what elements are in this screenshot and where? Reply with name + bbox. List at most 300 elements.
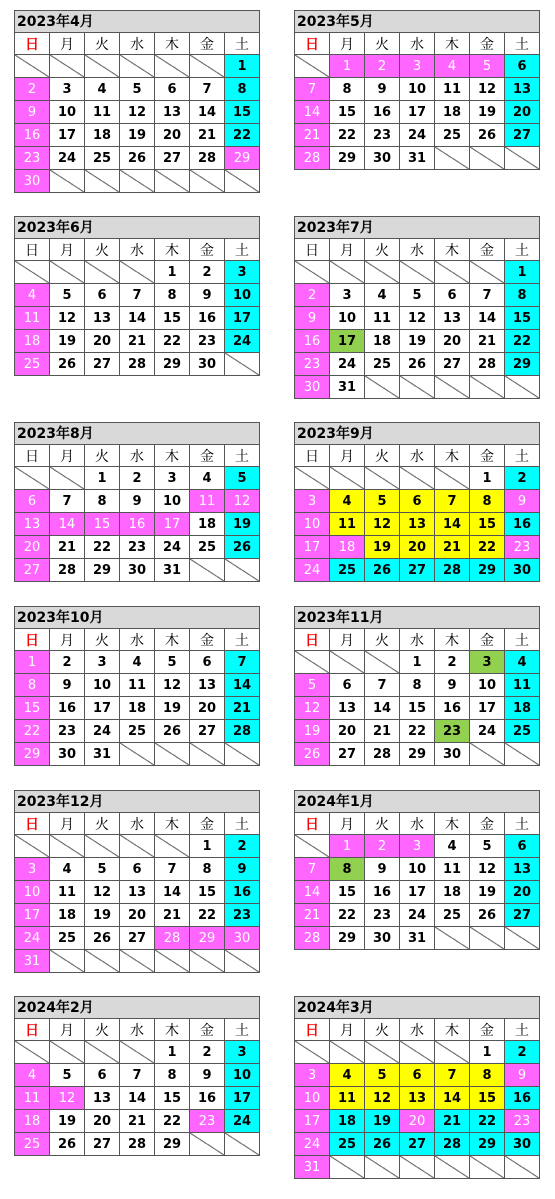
weekday-header: 土	[225, 33, 260, 55]
empty-day-cell	[400, 376, 435, 399]
day-cell: 14	[295, 881, 330, 904]
day-cell: 16	[505, 1087, 540, 1110]
day-cell: 30	[295, 376, 330, 399]
empty-day-cell	[365, 1156, 400, 1179]
day-cell: 22	[155, 1110, 190, 1133]
weekday-header: 水	[400, 33, 435, 55]
week-row	[295, 743, 540, 766]
month-title: 2023年5月	[294, 10, 540, 32]
day-cell: 8	[190, 858, 225, 881]
empty-day-cell	[120, 261, 155, 284]
week-row	[15, 743, 260, 766]
day-cell: 18	[330, 536, 365, 559]
weekday-header: 金	[470, 1019, 505, 1041]
weekday-header: 火	[85, 1019, 120, 1041]
day-cell: 6	[120, 858, 155, 881]
day-cell: 10	[400, 78, 435, 101]
day-cell: 16	[190, 1087, 225, 1110]
empty-day-cell	[50, 261, 85, 284]
day-cell: 26	[365, 559, 400, 582]
weekday-header-row	[295, 629, 540, 651]
day-cell: 15	[330, 101, 365, 124]
day-cell: 24	[155, 536, 190, 559]
day-cell: 1	[15, 651, 50, 674]
day-cell: 5	[85, 858, 120, 881]
day-cell: 24	[330, 353, 365, 376]
empty-day-cell	[120, 55, 155, 78]
day-cell: 18	[330, 1110, 365, 1133]
day-cell: 26	[50, 353, 85, 376]
day-cell: 25	[120, 720, 155, 743]
day-cell: 24	[225, 330, 260, 353]
day-cell: 8	[400, 674, 435, 697]
week-row	[15, 1064, 260, 1087]
day-cell: 14	[365, 697, 400, 720]
day-cell: 5	[155, 651, 190, 674]
day-cell: 25	[365, 353, 400, 376]
weekday-header-row	[295, 813, 540, 835]
day-cell: 9	[190, 284, 225, 307]
month-title: 2023年8月	[14, 422, 260, 444]
empty-day-cell	[190, 950, 225, 973]
day-cell: 29	[155, 353, 190, 376]
week-row	[295, 307, 540, 330]
week-row	[15, 927, 260, 950]
day-cell: 2	[505, 1041, 540, 1064]
empty-day-cell	[190, 559, 225, 582]
day-cell: 9	[295, 307, 330, 330]
weekday-header: 金	[470, 445, 505, 467]
empty-day-cell	[365, 467, 400, 490]
day-cell: 27	[85, 1133, 120, 1156]
week-row	[15, 101, 260, 124]
empty-day-cell	[400, 467, 435, 490]
day-cell: 19	[50, 1110, 85, 1133]
day-cell: 4	[435, 55, 470, 78]
day-cell: 22	[190, 904, 225, 927]
weekday-header: 水	[120, 445, 155, 467]
empty-day-cell	[295, 261, 330, 284]
week-row	[295, 147, 540, 170]
day-cell: 14	[435, 1087, 470, 1110]
day-cell: 26	[470, 124, 505, 147]
week-row	[295, 1133, 540, 1156]
empty-day-cell	[155, 835, 190, 858]
week-row	[295, 904, 540, 927]
day-cell: 17	[225, 1087, 260, 1110]
day-cell: 23	[295, 353, 330, 376]
weekday-header: 日	[15, 445, 50, 467]
day-cell: 8	[225, 78, 260, 101]
month-calendar	[294, 996, 540, 1179]
day-cell: 29	[400, 743, 435, 766]
day-cell: 4	[505, 651, 540, 674]
weekday-header: 土	[225, 239, 260, 261]
day-cell: 8	[15, 674, 50, 697]
day-cell: 5	[400, 284, 435, 307]
weekday-header: 月	[330, 445, 365, 467]
weekday-header: 火	[365, 629, 400, 651]
empty-day-cell	[330, 1156, 365, 1179]
day-cell: 6	[85, 284, 120, 307]
day-cell: 26	[295, 743, 330, 766]
empty-day-cell	[225, 1133, 260, 1156]
weekday-header: 水	[400, 813, 435, 835]
day-cell: 24	[85, 720, 120, 743]
weekday-header: 木	[435, 1019, 470, 1041]
empty-day-cell	[295, 467, 330, 490]
day-cell: 6	[505, 55, 540, 78]
week-row	[295, 536, 540, 559]
month-calendar	[14, 996, 260, 1156]
day-cell: 8	[470, 1064, 505, 1087]
day-cell: 15	[470, 1087, 505, 1110]
day-cell: 19	[295, 720, 330, 743]
day-cell: 20	[505, 881, 540, 904]
day-cell: 13	[400, 1087, 435, 1110]
day-cell: 13	[155, 101, 190, 124]
day-cell: 13	[505, 858, 540, 881]
day-cell: 11	[190, 490, 225, 513]
day-cell: 27	[190, 720, 225, 743]
day-cell: 29	[470, 1133, 505, 1156]
day-cell: 21	[225, 697, 260, 720]
day-cell: 7	[435, 1064, 470, 1087]
day-cell: 25	[85, 147, 120, 170]
empty-day-cell	[50, 467, 85, 490]
weekday-header: 火	[85, 813, 120, 835]
empty-day-cell	[155, 950, 190, 973]
day-cell: 21	[295, 904, 330, 927]
day-cell: 22	[505, 330, 540, 353]
empty-day-cell	[120, 743, 155, 766]
empty-day-cell	[155, 743, 190, 766]
empty-day-cell	[505, 1156, 540, 1179]
day-cell: 4	[365, 284, 400, 307]
day-cell: 26	[155, 720, 190, 743]
empty-day-cell	[505, 927, 540, 950]
day-cell: 25	[330, 559, 365, 582]
day-cell: 26	[225, 536, 260, 559]
day-cell: 22	[330, 904, 365, 927]
day-cell: 5	[225, 467, 260, 490]
day-cell: 10	[85, 674, 120, 697]
weekday-header: 月	[50, 813, 85, 835]
day-cell: 21	[50, 536, 85, 559]
weekday-header: 日	[295, 239, 330, 261]
day-cell: 19	[365, 536, 400, 559]
day-cell: 2	[120, 467, 155, 490]
empty-day-cell	[85, 950, 120, 973]
day-cell: 5	[365, 1064, 400, 1087]
day-cell: 15	[505, 307, 540, 330]
empty-day-cell	[155, 170, 190, 193]
week-row	[295, 881, 540, 904]
month-calendar	[294, 790, 540, 950]
day-cell: 24	[225, 1110, 260, 1133]
day-cell: 21	[120, 330, 155, 353]
weekday-header: 月	[330, 629, 365, 651]
day-cell: 2	[225, 835, 260, 858]
day-cell: 21	[120, 1110, 155, 1133]
day-cell: 29	[85, 559, 120, 582]
empty-day-cell	[435, 927, 470, 950]
day-cell: 29	[225, 147, 260, 170]
month-table	[294, 812, 540, 950]
weekday-header: 木	[435, 629, 470, 651]
weekday-header: 月	[330, 1019, 365, 1041]
day-cell: 8	[505, 284, 540, 307]
day-cell: 17	[470, 697, 505, 720]
day-cell: 21	[190, 124, 225, 147]
day-cell: 20	[155, 124, 190, 147]
day-cell: 19	[400, 330, 435, 353]
month-calendar	[294, 422, 540, 582]
day-cell: 11	[365, 307, 400, 330]
week-row	[295, 559, 540, 582]
day-cell: 28	[225, 720, 260, 743]
day-cell: 3	[225, 261, 260, 284]
week-row	[295, 1156, 540, 1179]
day-cell: 7	[50, 490, 85, 513]
day-cell: 17	[50, 124, 85, 147]
month-calendar	[14, 216, 260, 376]
month-title: 2023年7月	[294, 216, 540, 238]
day-cell: 10	[225, 1064, 260, 1087]
weekday-header: 土	[505, 629, 540, 651]
empty-day-cell	[330, 1041, 365, 1064]
day-cell: 26	[365, 1133, 400, 1156]
weekday-header: 火	[365, 813, 400, 835]
day-cell: 23	[120, 536, 155, 559]
day-cell: 6	[435, 284, 470, 307]
day-cell: 2	[190, 1041, 225, 1064]
empty-day-cell	[435, 1041, 470, 1064]
day-cell: 5	[470, 835, 505, 858]
day-cell: 3	[15, 858, 50, 881]
day-cell: 22	[400, 720, 435, 743]
day-cell: 30	[50, 743, 85, 766]
day-cell: 13	[15, 513, 50, 536]
weekday-header: 月	[50, 1019, 85, 1041]
weekday-header: 木	[435, 445, 470, 467]
day-cell: 3	[50, 78, 85, 101]
day-cell: 27	[155, 147, 190, 170]
weekday-header: 火	[85, 445, 120, 467]
day-cell: 15	[470, 513, 505, 536]
day-cell: 16	[435, 697, 470, 720]
day-cell: 23	[365, 904, 400, 927]
week-row	[295, 55, 540, 78]
weekday-header: 木	[435, 813, 470, 835]
day-cell: 12	[295, 697, 330, 720]
empty-day-cell	[400, 261, 435, 284]
empty-day-cell	[295, 1041, 330, 1064]
day-cell: 14	[190, 101, 225, 124]
week-row	[15, 55, 260, 78]
week-row	[15, 1087, 260, 1110]
day-cell: 31	[85, 743, 120, 766]
day-cell: 1	[330, 835, 365, 858]
day-cell: 13	[330, 697, 365, 720]
day-cell: 22	[15, 720, 50, 743]
day-cell: 9	[15, 101, 50, 124]
weekday-header: 金	[190, 1019, 225, 1041]
weekday-header: 木	[155, 1019, 190, 1041]
day-cell: 10	[50, 101, 85, 124]
week-row	[15, 330, 260, 353]
day-cell: 14	[120, 1087, 155, 1110]
empty-day-cell	[190, 743, 225, 766]
day-cell: 11	[435, 78, 470, 101]
weekday-header: 火	[85, 629, 120, 651]
day-cell: 12	[120, 101, 155, 124]
day-cell: 22	[85, 536, 120, 559]
day-cell: 18	[435, 101, 470, 124]
empty-day-cell	[85, 261, 120, 284]
day-cell: 6	[400, 1064, 435, 1087]
day-cell: 29	[470, 559, 505, 582]
weekday-header: 日	[295, 1019, 330, 1041]
day-cell: 24	[400, 904, 435, 927]
day-cell: 15	[400, 697, 435, 720]
empty-day-cell	[50, 835, 85, 858]
empty-day-cell	[225, 353, 260, 376]
day-cell: 1	[505, 261, 540, 284]
empty-day-cell	[50, 950, 85, 973]
day-cell: 8	[330, 78, 365, 101]
empty-day-cell	[400, 1156, 435, 1179]
weekday-header-row	[295, 445, 540, 467]
day-cell: 8	[155, 284, 190, 307]
day-cell: 29	[190, 927, 225, 950]
day-cell: 7	[435, 490, 470, 513]
day-cell: 15	[330, 881, 365, 904]
day-cell: 30	[120, 559, 155, 582]
empty-day-cell	[365, 376, 400, 399]
day-cell: 12	[50, 307, 85, 330]
day-cell: 10	[295, 513, 330, 536]
week-row	[295, 353, 540, 376]
month-title: 2024年1月	[294, 790, 540, 812]
day-cell: 14	[295, 101, 330, 124]
day-cell: 9	[225, 858, 260, 881]
day-cell: 17	[85, 697, 120, 720]
month-table	[294, 628, 540, 766]
day-cell: 22	[470, 1110, 505, 1133]
weekday-header: 土	[225, 1019, 260, 1041]
empty-day-cell	[330, 651, 365, 674]
day-cell: 27	[505, 904, 540, 927]
day-cell: 23	[190, 330, 225, 353]
day-cell: 3	[470, 651, 505, 674]
weekday-header-row	[295, 33, 540, 55]
day-cell: 19	[470, 881, 505, 904]
weekday-header: 水	[120, 813, 155, 835]
day-cell: 28	[120, 353, 155, 376]
weekday-header: 金	[190, 629, 225, 651]
week-row	[15, 651, 260, 674]
day-cell: 6	[155, 78, 190, 101]
day-cell: 13	[85, 1087, 120, 1110]
day-cell: 24	[470, 720, 505, 743]
day-cell: 31	[400, 147, 435, 170]
week-row	[295, 330, 540, 353]
empty-day-cell	[85, 55, 120, 78]
weekday-header: 水	[120, 33, 155, 55]
day-cell: 30	[190, 353, 225, 376]
day-cell: 15	[85, 513, 120, 536]
day-cell: 20	[400, 1110, 435, 1133]
day-cell: 7	[120, 1064, 155, 1087]
day-cell: 28	[155, 927, 190, 950]
week-row	[295, 927, 540, 950]
day-cell: 31	[15, 950, 50, 973]
day-cell: 26	[120, 147, 155, 170]
day-cell: 1	[190, 835, 225, 858]
empty-day-cell	[365, 1041, 400, 1064]
week-row	[295, 1110, 540, 1133]
month-table	[14, 444, 260, 582]
day-cell: 18	[435, 881, 470, 904]
weekday-header: 土	[505, 239, 540, 261]
month-calendar	[14, 10, 260, 193]
day-cell: 5	[365, 490, 400, 513]
month-calendar	[294, 10, 540, 170]
day-cell: 14	[470, 307, 505, 330]
week-row	[295, 513, 540, 536]
week-row	[15, 904, 260, 927]
weekday-header: 日	[295, 629, 330, 651]
empty-day-cell	[15, 55, 50, 78]
day-cell: 3	[225, 1041, 260, 1064]
day-cell: 4	[120, 651, 155, 674]
day-cell: 23	[435, 720, 470, 743]
day-cell: 27	[400, 1133, 435, 1156]
empty-day-cell	[470, 927, 505, 950]
day-cell: 19	[225, 513, 260, 536]
day-cell: 7	[295, 858, 330, 881]
day-cell: 4	[330, 490, 365, 513]
day-cell: 11	[120, 674, 155, 697]
weekday-header: 金	[190, 445, 225, 467]
week-row	[15, 284, 260, 307]
day-cell: 3	[85, 651, 120, 674]
weekday-header-row	[295, 239, 540, 261]
empty-day-cell	[435, 376, 470, 399]
day-cell: 27	[15, 559, 50, 582]
weekday-header: 水	[400, 1019, 435, 1041]
weekday-header-row	[15, 445, 260, 467]
day-cell: 6	[190, 651, 225, 674]
weekday-header: 火	[365, 445, 400, 467]
empty-day-cell	[120, 1041, 155, 1064]
day-cell: 20	[330, 720, 365, 743]
day-cell: 18	[15, 330, 50, 353]
week-row	[15, 147, 260, 170]
empty-day-cell	[85, 170, 120, 193]
day-cell: 5	[120, 78, 155, 101]
day-cell: 1	[470, 1041, 505, 1064]
day-cell: 12	[155, 674, 190, 697]
empty-day-cell	[505, 147, 540, 170]
day-cell: 11	[330, 1087, 365, 1110]
day-cell: 6	[15, 490, 50, 513]
day-cell: 6	[505, 835, 540, 858]
day-cell: 11	[15, 1087, 50, 1110]
empty-day-cell	[225, 559, 260, 582]
day-cell: 4	[85, 78, 120, 101]
